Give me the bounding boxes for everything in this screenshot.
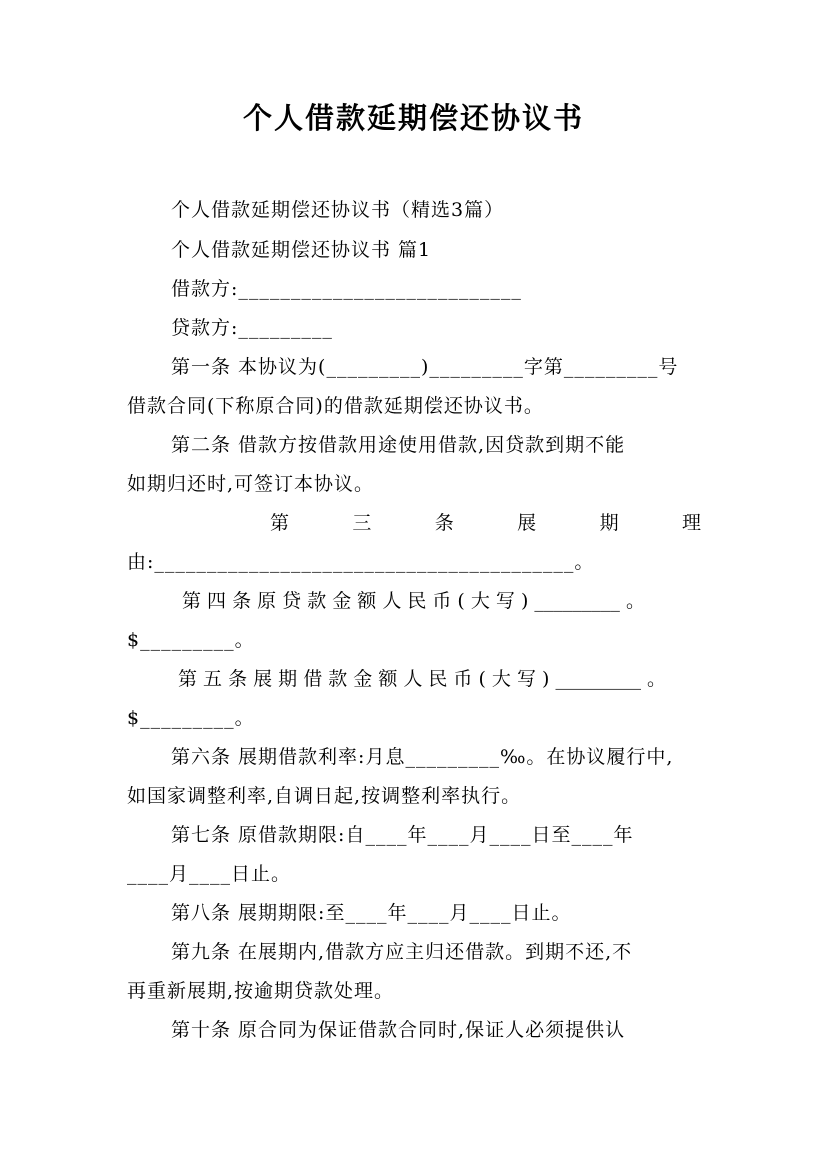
article-9-line-2: 再重新展期,按逾期贷款处理。 bbox=[127, 980, 395, 1002]
doc-line-2: 个人借款延期偿还协议书 篇1 bbox=[171, 239, 432, 261]
article-4-line-1: 第 四 条 原 贷 款 金 额 人 民 币 ( 大 写 ) _________ 。 bbox=[182, 590, 645, 612]
article-5-line-1: 第 五 条 展 期 借 款 金 额 人 民 币 ( 大 写 ) _________ 。 bbox=[178, 668, 666, 690]
spread-char: 期 bbox=[599, 512, 619, 534]
article-6-line-1: 第六条 展期借款利率:月息_________‰。在协议履行中, bbox=[171, 746, 674, 768]
doc-line-1: 个人借款延期偿还协议书（精选3篇） bbox=[171, 199, 505, 221]
article-7-line-1: 第七条 原借款期限:自____年____月____日至____年 bbox=[171, 824, 634, 846]
borrower-line: 借款方:___________________________ bbox=[171, 278, 522, 300]
article-10-line-1: 第十条 原合同为保证借款合同时,保证人必须提供认 bbox=[171, 1019, 626, 1041]
article-1-line-2: 借款合同(下称原合同)的借款延期偿还协议书。 bbox=[127, 395, 544, 417]
article-2-line-1: 第二条 借款方按借款用途使用借款,因贷款到期不能 bbox=[171, 434, 626, 456]
document-title: 个人借款延期偿还协议书 bbox=[242, 101, 584, 135]
spread-char: 条 bbox=[434, 512, 454, 534]
lender-line: 贷款方:_________ bbox=[171, 317, 333, 339]
article-5-line-2: $_________。 bbox=[127, 707, 255, 729]
article-6-line-2: 如国家调整利率,自调日起,按调整利率执行。 bbox=[127, 785, 522, 807]
spread-char: 展 bbox=[517, 512, 537, 534]
article-8-line: 第八条 展期期限:至____年____月____日止。 bbox=[171, 902, 572, 924]
article-9-line-1: 第九条 在展期内,借款方应主归还借款。到期不还,不 bbox=[171, 941, 633, 963]
article-7-line-2: ____月____日止。 bbox=[127, 863, 292, 885]
spread-char: 理 bbox=[681, 512, 701, 534]
article-3-line-2: 由:________________________________________。 bbox=[127, 551, 595, 573]
article-3-line-1 bbox=[127, 511, 701, 535]
article-1-line-1: 第一条 本协议为(_________)_________字第_________号 bbox=[171, 356, 679, 378]
spread-char: 三 bbox=[352, 512, 372, 534]
article-4-line-2: $_________。 bbox=[127, 629, 255, 651]
spread-char: 第 bbox=[270, 512, 290, 534]
article-2-line-2: 如期归还时,可签订本协议。 bbox=[127, 473, 375, 495]
